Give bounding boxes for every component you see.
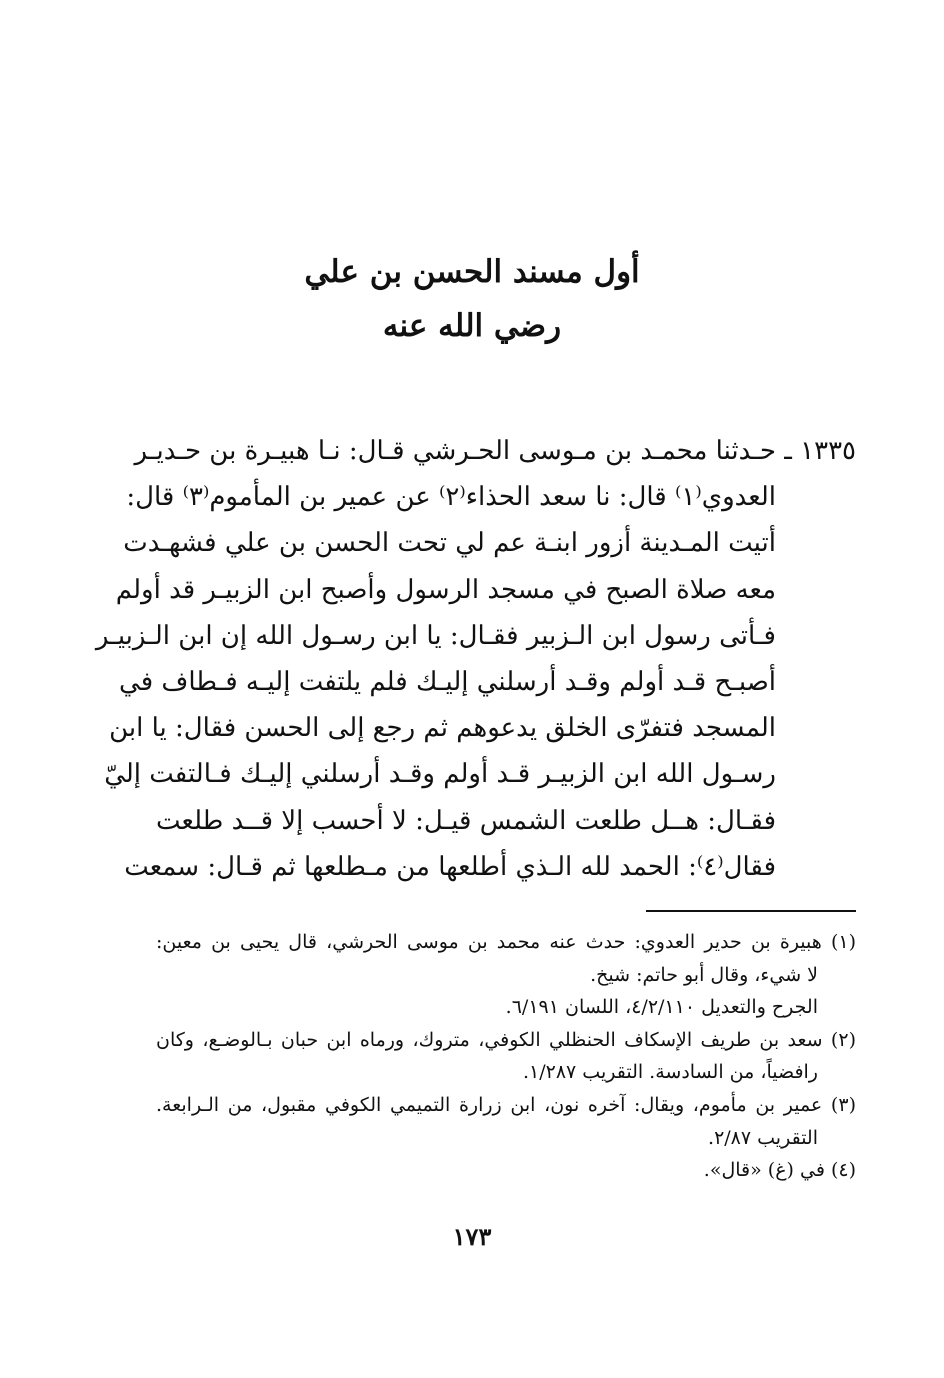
footnote-divider (646, 910, 856, 912)
footnote-line: (٣) عمير بن مأموم، ويقال: آخره نون، ابن زرارة التميمي الكوفي مقبول، من الـرابعة. (156, 1093, 856, 1116)
page-number: ١٧٣ (452, 1222, 492, 1251)
title-line-1: أول مسند الحسن بن علي (304, 254, 640, 290)
hadith-line: المسجد فتفرّى الخلق يدعوهم ثم رجع إلى الحسن فقال: يا ابن (109, 713, 776, 744)
hadith-line: العدوي⁽١⁾ قال: نا سعد الحذاء⁽٢⁾ عن عمير بن المأموم⁽٣⁾ قال: (126, 482, 776, 513)
hadith-line: فقال⁽٤⁾: الحمد لله الـذي أطلعها من مـطلعها ثم قـال: سمعت (124, 851, 776, 882)
title-line-2: رضي الله عنه (382, 308, 562, 344)
hadith-line: فقـال: هــل طلعت الشمس قيـل: لا أحسب إلا قــد طلعت (156, 805, 776, 836)
footnote-line: لا شيء، وقال أبو حاتم: شيخ. (590, 963, 818, 986)
hadith-text (95, 428, 856, 890)
hadith-line: فـأتى رسول ابن الـزبير فقـال: يا ابن رسـول الله إن ابن الـزبيـر (95, 620, 776, 651)
hadith-line: رسـول الله ابن الزبيـر قـد أولم وقـد أرسلني إليـك فـالتفت إليّ (104, 759, 776, 790)
footnote-line: رافضياً، من السادسة. التقريب ١/٢٨٧. (522, 1061, 818, 1084)
footnote-line: (١) هبيرة بن حدير العدوي: حدث عنه محمد بن موسى الحرشي، قال يحيى بن معين: (156, 931, 856, 953)
footnote-line: الجرح والتعديل ٤/٢/١١٠، اللسان ٦/١٩١. (505, 996, 818, 1019)
footnote-line: التقريب ٢/٨٧. (708, 1126, 818, 1149)
section-title (0, 245, 944, 353)
footnotes (156, 926, 856, 1187)
hadith-line: معه صلاة الصبح في مسجد الرسول وأصبح ابن الزبيـر قد أولم (115, 574, 776, 605)
hadith-line: ١٣٣٥ ـ حـدثنا محمـد بن مـوسى الحـرشي قـال: نـا هبيـرة بن حـديـر (134, 436, 856, 466)
footnote-line: (٤) في (غ) «قال». (703, 1159, 856, 1182)
footnote-line: (٢) سعد بن طريف الإسكاف الحنظلي الكوفي، متروك، ورماه ابن حبان بـالوضـع، وكان (156, 1028, 856, 1051)
hadith-line: أتيت المـدينة أزور ابنـة عم لي تحت الحسن بن علي فشهـدت (123, 528, 776, 559)
hadith-line: أصبـح قـد أولم وقـد أرسلني إليـك فلم يلتفت إليـه فـطاف في (119, 666, 776, 697)
